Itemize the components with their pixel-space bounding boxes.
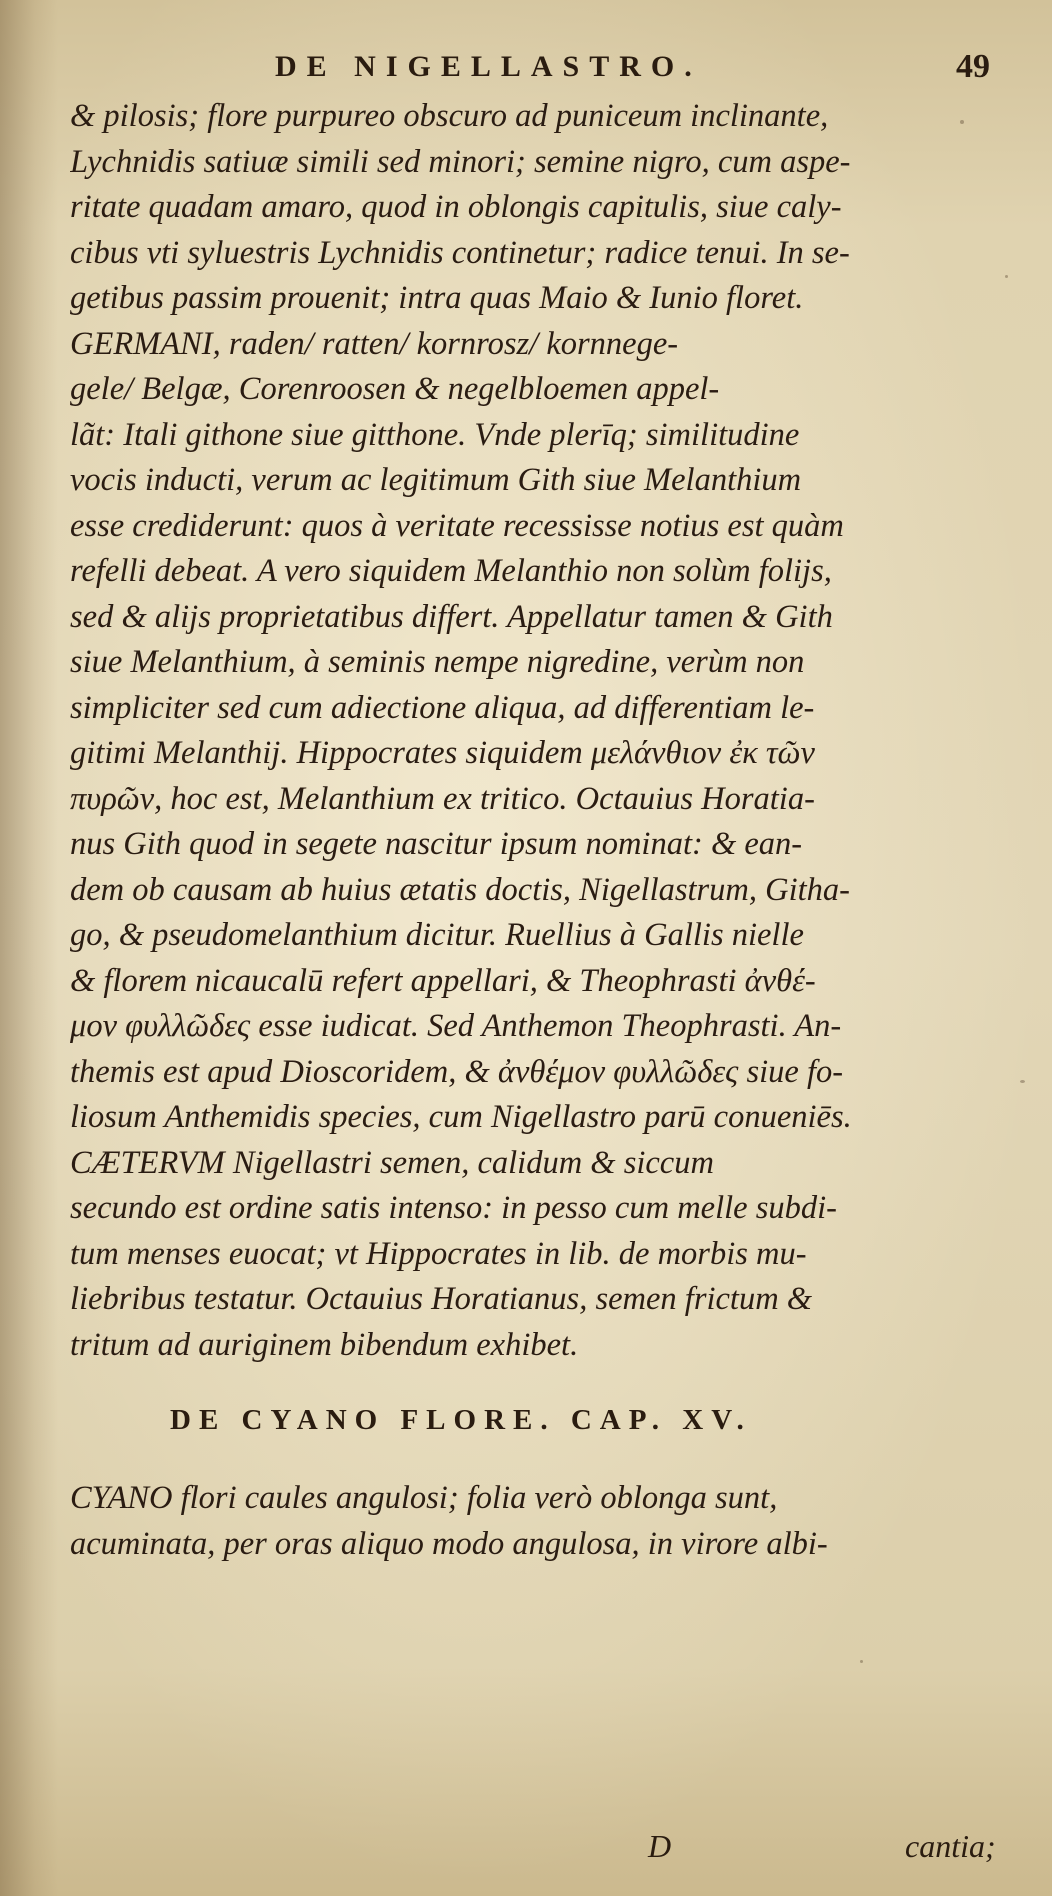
text-line: tritum ad auriginem bibendum exhibet.: [70, 1326, 579, 1363]
text-line: liosum Anthemidis species, cum Nigellastro parū conueniēs.: [70, 1099, 852, 1135]
running-head: DE NIGELLASTRO.: [275, 50, 702, 83]
text-line: tum menses euocat; vt Hippocrates in lib. de morbis mu-: [70, 1235, 807, 1272]
text-line: refelli debeat. A vero siquidem Melanthio non solùm folijs,: [70, 553, 832, 589]
text-line: simpliciter sed cum adiectione aliqua, ad differentiam le-: [70, 689, 815, 726]
text-line: CYANO flori caules angulosi; folia verò oblonga sunt,: [70, 1480, 778, 1516]
text-line: liebribus testatur. Octauius Horatianus, semen frictum &: [70, 1281, 813, 1317]
text-line: lãt: Itali githone siue gitthone. Vnde plerīq; similitudine: [70, 416, 800, 453]
text-line: Lychnidis satiuæ simili sed minori; semine nigro, cum aspe-: [70, 143, 851, 180]
spacer: [70, 1442, 998, 1476]
text-line: acuminata, per oras aliquo modo angulosa, in virore albi-: [70, 1525, 828, 1562]
text-line: esse crediderunt: quos à veritate recessisse notius est quàm: [70, 507, 844, 544]
page-header: [60, 50, 1012, 92]
text-line: siue Melanthium, à seminis nempe nigredine, verùm non: [70, 644, 805, 680]
text-line: μον φυλλῶδες esse iudicat. Sed Anthemon Theophrasti. An-: [70, 1008, 842, 1044]
text-line: secundo est ordine satis intenso: in pesso cum melle subdi-: [70, 1190, 837, 1226]
text-line: & florem nicaucalū refert appellari, & Theophrasti ἀνθέ-: [70, 962, 816, 999]
text-line: getibus passim prouenit; intra quas Maio & Iunio floret.: [70, 280, 804, 316]
paper-speck: [860, 1660, 863, 1663]
text-line: gitimi Melanthij. Hippocrates siquidem μελάνθιον ἐκ τῶν: [70, 735, 815, 771]
page-number: 49: [956, 48, 990, 85]
catchword: cantia;: [905, 1828, 996, 1864]
chapter-heading: DE CYANO FLORE. CAP. XV.: [170, 1404, 752, 1436]
text-line: dem ob causam ab huius ætatis doctis, Nigellastrum, Githa-: [70, 871, 850, 908]
paper-speck: [960, 120, 964, 124]
text-line: cibus vti syluestris Lychnidis continetur; radice tenui. In se-: [70, 234, 850, 271]
paper-speck: [1005, 275, 1008, 278]
spacer: [70, 1368, 998, 1398]
text-line: vocis inducti, verum ac legitimum Gith siue Melanthium: [70, 462, 802, 498]
text-block: [70, 94, 998, 1567]
text-line: go, & pseudomelanthium dicitur. Ruellius à Gallis nielle: [70, 917, 804, 953]
text-line: gele/ Belgæ, Corenroosen & negelbloemen appel-: [70, 371, 720, 407]
paper-speck: [1020, 1080, 1025, 1083]
text-line: CÆTERVM Nigellastri semen, calidum & siccum: [70, 1144, 714, 1181]
text-line: ritate quadam amaro, quod in oblongis capitulis, siue caly-: [70, 189, 842, 225]
text-line: πυρῶν, hoc est, Melanthium ex tritico. Octauius Horatia-: [70, 780, 815, 817]
text-line: nus Gith quod in segete nascitur ipsum nominat: & ean-: [70, 826, 803, 862]
gutter-shadow: [0, 0, 58, 1896]
signature-mark: D: [648, 1828, 672, 1864]
text-line: sed & alijs proprietatibus differt. Appellatur tamen & Gith: [70, 598, 833, 635]
text-line: & pilosis; flore purpureo obscuro ad puniceum inclinante,: [70, 98, 829, 134]
text-line: GERMANI, raden/ ratten/ kornrosz/ kornnege-: [70, 325, 679, 362]
text-line: themis est apud Dioscoridem, & ἀνθέμον φυλλῶδες siue fo-: [70, 1053, 844, 1090]
